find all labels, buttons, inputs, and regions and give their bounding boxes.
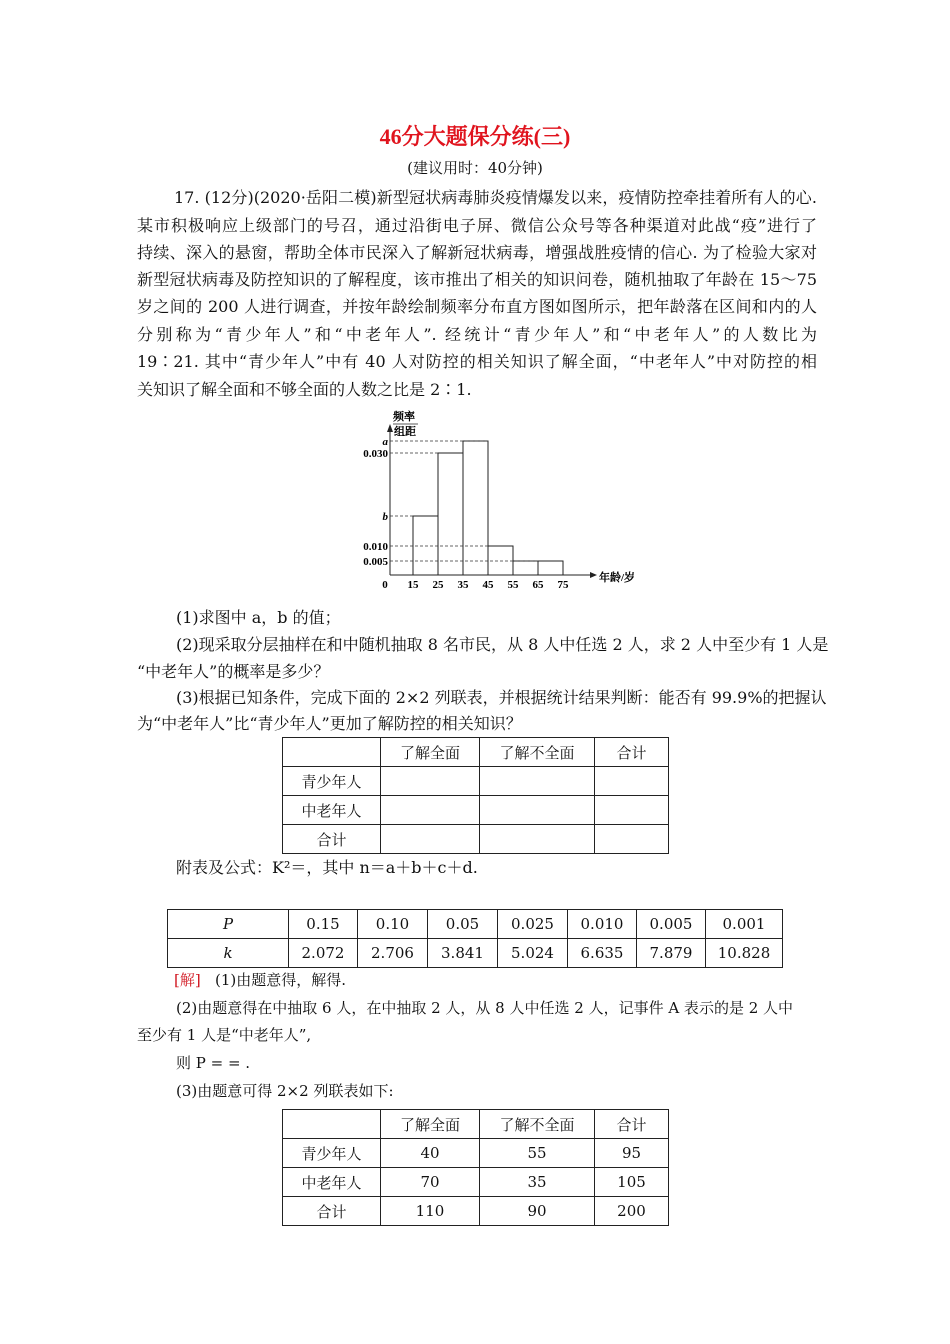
table-cell	[480, 767, 595, 796]
solution-2-line: 至少有 1 人是“中老年人”,	[137, 1026, 312, 1044]
question-2-line: “中老年人”的概率是多少？	[137, 662, 330, 681]
row-label: 合计	[283, 1197, 381, 1226]
table-cell	[595, 825, 669, 854]
p-row	[168, 910, 783, 939]
problem-line: 新型冠状病毒及防控知识的了解程度，该市推出了相关的知识问卷，随机抽取了年龄在 15～75	[137, 270, 817, 289]
x-tick-label: 0	[382, 579, 388, 591]
blank-contingency-table	[282, 737, 669, 854]
table-cell: 合计	[595, 1110, 669, 1139]
table-row	[283, 825, 669, 854]
solution-1-text: (1)由题意得，解得.	[215, 971, 347, 989]
x-tick-label: 15	[407, 579, 419, 591]
table-cell: 2.706	[358, 939, 428, 968]
x-tick-label: 35	[457, 579, 469, 591]
row-label: 青少年人	[283, 1139, 381, 1168]
x-axis-label: 年龄/岁	[599, 572, 636, 584]
y-tick-label: 0.030	[363, 448, 388, 460]
table-row	[283, 1197, 669, 1226]
table-cell	[283, 738, 381, 767]
table-row	[283, 1168, 669, 1197]
table-row	[283, 796, 669, 825]
table-cell: 10.828	[706, 939, 783, 968]
table-cell: 110	[381, 1197, 480, 1226]
table-cell: 了解不全面	[480, 1110, 595, 1139]
table-header: 合计	[595, 738, 669, 767]
table-cell: 0.10	[358, 910, 428, 939]
problem-line: 关知识了解全面和不够全面的人数之比是 2∶1.	[137, 380, 472, 399]
problem-line: 19∶21. 其中“青少年人”中有 40 人对防控的相关知识了解全面，“中老年人”中对防控的相	[137, 352, 817, 371]
table-cell: 40	[381, 1139, 480, 1168]
table-header: 了解全面	[381, 738, 480, 767]
row-label: 中老年人	[283, 796, 381, 825]
y-tick-label: 0.010	[363, 541, 388, 553]
table-cell: 55	[480, 1139, 595, 1168]
problem-line: 某市积极响应上级部门的号召，通过沿街电子屏、微信公众号等各种渠道对此战“疫”进行了	[137, 216, 817, 235]
y-tick-label: b	[382, 511, 388, 523]
table-cell	[480, 796, 595, 825]
table-cell: 35	[480, 1168, 595, 1197]
table-cell	[480, 825, 595, 854]
table-cell: 0.05	[428, 910, 498, 939]
table-cell: 90	[480, 1197, 595, 1226]
question-3-line: (3)根据已知条件，完成下面的 2×2 列联表，并根据统计结果判断：能否有 99.9%的把握认	[176, 688, 827, 707]
table-header-row	[283, 1110, 669, 1139]
histogram-bar	[513, 561, 538, 575]
question-3-line: 为“中老年人”比“青少年人”更加了解防控的相关知识？	[137, 714, 522, 733]
table-header: 了解不全面	[480, 738, 595, 767]
table-cell: 105	[595, 1168, 669, 1197]
table-cell	[381, 796, 480, 825]
y-tick-label: 0.005	[363, 556, 388, 568]
question-1: (1)求图中 a，b 的值；	[176, 608, 341, 627]
frequency-histogram	[0, 0, 950, 600]
table-header-row	[283, 738, 669, 767]
histogram-bar	[438, 453, 463, 575]
table-cell: 70	[381, 1168, 480, 1197]
formula-text: 附表及公式：K²＝，其中 n＝a＋b＋c＋d.	[176, 858, 478, 877]
table-cell: 3.841	[428, 939, 498, 968]
histogram-bar	[538, 561, 563, 575]
y-axis-label-denominator: 组距	[394, 426, 416, 438]
table-cell	[381, 767, 480, 796]
row-label: k	[168, 939, 289, 968]
histogram-bar	[413, 516, 438, 575]
solution-2-line: (2)由题意得在中抽取 6 人，在中抽取 2 人，从 8 人中任选 2 人，记事件 A 表示的是 2 人中	[176, 999, 794, 1017]
table-cell	[595, 767, 669, 796]
suggested-time: (建议用时：40分钟)	[407, 159, 543, 177]
row-label: 合计	[283, 825, 381, 854]
solution-2-probability: 则 P = = .	[176, 1054, 251, 1072]
histogram-bar	[463, 441, 488, 575]
row-label: 青少年人	[283, 767, 381, 796]
table-cell	[595, 796, 669, 825]
question-2-line: (2)现采取分层抽样在和中随机抽取 8 名市民，从 8 人中任选 2 人，求 2 人中至少有 1 人是	[176, 635, 829, 654]
table-cell: 7.879	[637, 939, 706, 968]
row-label: 中老年人	[283, 1168, 381, 1197]
y-axis-label-numerator: 频率	[393, 411, 415, 423]
table-cell: 了解全面	[381, 1110, 480, 1139]
y-tick-label: a	[382, 436, 388, 448]
table-row	[283, 1139, 669, 1168]
table-cell: 6.635	[568, 939, 637, 968]
problem-line: 持续、深入的悬窗，帮助全体市民深入了解新冠状病毒，增强战胜疫情的信心. 为了检验大家对	[137, 243, 817, 262]
row-label: P	[168, 910, 289, 939]
x-axis-arrow-icon	[590, 572, 597, 578]
chi-square-critical-table	[167, 909, 783, 968]
filled-contingency-table	[282, 1109, 669, 1226]
solution-part-1	[174, 969, 346, 990]
table-cell: 0.001	[706, 910, 783, 939]
x-tick-label: 55	[507, 579, 519, 591]
table-row	[283, 767, 669, 796]
page-title: 46分大题保分练(三)	[379, 124, 571, 149]
table-cell: 0.15	[289, 910, 358, 939]
table-cell: 5.024	[498, 939, 568, 968]
problem-line: 分别称为“青少年人”和“中老年人”. 经统计“青少年人”和“中老年人”的人数比为	[137, 325, 817, 344]
x-tick-label: 75	[557, 579, 569, 591]
table-cell: 0.010	[568, 910, 637, 939]
table-cell: 200	[595, 1197, 669, 1226]
problem-line: 岁之间的 200 人进行调查，并按年龄绘制频率分布直方图如图所示，把年龄落在区间和内的人	[137, 297, 817, 316]
solution-3-text: (3)由题意可得 2×2 列联表如下:	[176, 1082, 394, 1100]
table-cell	[381, 825, 480, 854]
k-row	[168, 939, 783, 968]
table-cell: 0.025	[498, 910, 568, 939]
solution-tag: [解]	[174, 971, 201, 989]
y-axis-arrow-icon	[387, 424, 393, 432]
table-cell: 2.072	[289, 939, 358, 968]
row-label	[283, 1110, 381, 1139]
table-cell: 95	[595, 1139, 669, 1168]
x-tick-label: 25	[432, 579, 444, 591]
problem-line: 17. (12分)(2020·岳阳二模)新型冠状病毒肺炎疫情爆发以来，疫情防控牵挂着所有人的心.	[174, 188, 817, 207]
x-tick-label: 65	[532, 579, 544, 591]
histogram-bar	[488, 546, 513, 575]
table-cell: 0.005	[637, 910, 706, 939]
x-tick-label: 45	[482, 579, 494, 591]
